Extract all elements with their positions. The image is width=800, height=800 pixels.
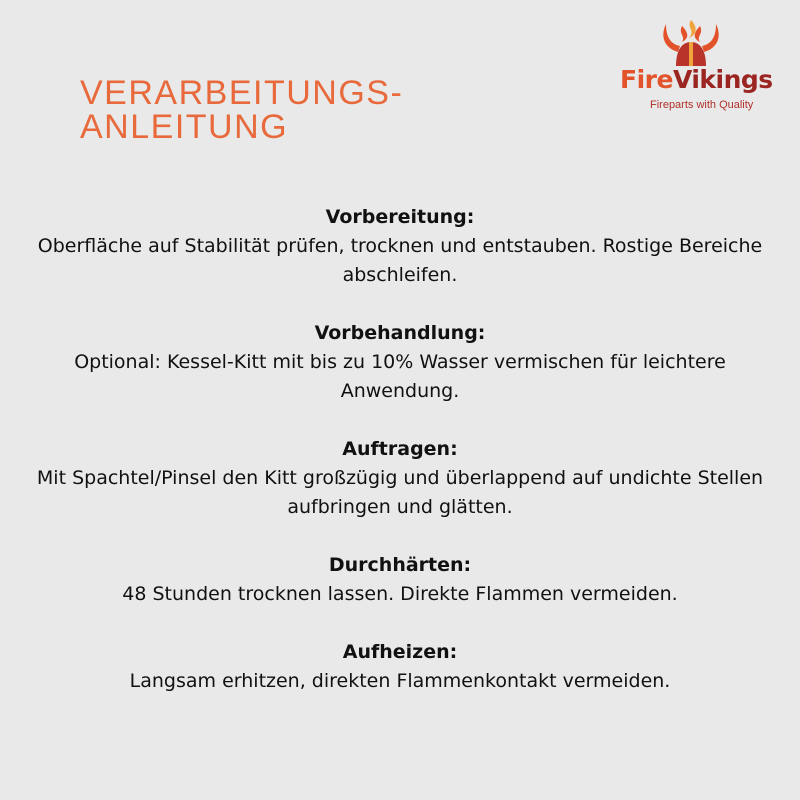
section-auftragen — [0, 435, 800, 522]
section-aufheizen — [0, 638, 800, 696]
section-text: Mit Spachtel/Pinsel den Kitt großzügig und überlappend auf undichte Stellen aufbringen und glätten. — [36, 467, 764, 518]
page-title-line-2: ANLEITUNG — [80, 108, 289, 146]
page-title — [80, 76, 403, 144]
section-heading: Vorbehandlung: — [314, 322, 486, 344]
section-text: Optional: Kessel-Kitt mit bis zu 10% Wasser vermischen für leichtere Anwendung. — [74, 351, 726, 402]
section-heading: Vorbereitung: — [325, 206, 475, 228]
viking-helmet-flame-icon — [656, 18, 726, 70]
section-heading: Auftragen: — [342, 438, 458, 460]
section-heading: Aufheizen: — [342, 641, 458, 663]
section-durchhaerten — [0, 551, 800, 609]
section-text: Langsam erhitzen, direkten Flammenkontakt vermeiden. — [129, 670, 671, 692]
page-title-line-1: VERARBEITUNGS- — [80, 74, 404, 112]
section-vorbehandlung — [0, 319, 800, 406]
logo-fire-text: Fire — [620, 65, 673, 94]
logo-wordmark — [620, 66, 773, 94]
section-text: 48 Stunden trocknen lassen. Direkte Flammen vermeiden. — [122, 583, 678, 605]
logo-vikings-text: Vikings — [672, 65, 773, 94]
instructions — [0, 203, 800, 725]
logo-tagline: Fireparts with Quality — [650, 99, 754, 111]
firevikings-logo — [620, 18, 790, 111]
section-text: Oberfläche auf Stabilität prüfen, trocknen und entstauben. Rostige Bereiche abschleifen. — [37, 235, 763, 286]
section-vorbereitung — [0, 203, 800, 290]
section-heading: Durchhärten: — [328, 554, 472, 576]
